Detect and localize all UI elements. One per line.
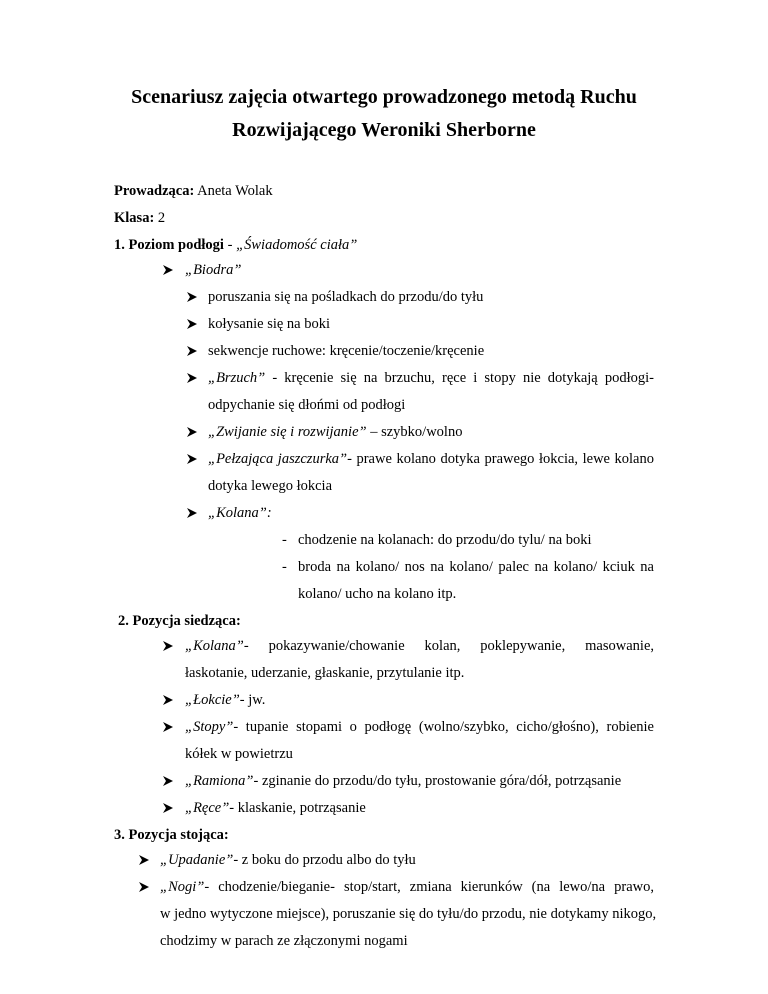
lokcie-label: „Łokcie” (185, 692, 240, 708)
kolana-label: „Kolana”: (208, 505, 272, 521)
list-item-rece (185, 798, 366, 818)
section1-heading-italic: „Świadomość ciała” (236, 237, 358, 253)
kolana-text: - pokazywanie/chowanie kolan, poklepywanie, masowanie, (243, 638, 654, 654)
list-item-continuation: chodzimy w parach ze złączonymi nogami (160, 933, 408, 949)
list-item: poruszania się na pośladkach do przodu/do tyłu (208, 289, 484, 305)
dash-bullet: - (282, 532, 287, 548)
teacher-value: Aneta Wolak (194, 183, 273, 199)
list-item-continuation: dotyka lewego łokcia (208, 478, 333, 494)
arrow-bullet-icon (162, 775, 174, 787)
brzuch-label: „Brzuch” (208, 370, 266, 386)
list-item: sekwencje ruchowe: kręcenie/toczenie/kręcenie (208, 343, 485, 359)
arrow-bullet-icon (138, 881, 150, 893)
arrow-bullet-icon (162, 721, 174, 733)
list-item: broda na kolano/ nos na kolano/ palec na kolano/ kciuk na (298, 559, 654, 575)
list-item-upadanie (160, 850, 416, 870)
nogi-label: „Nogi” (160, 879, 205, 895)
lokcie-text: - jw. (239, 692, 266, 708)
rece-text: - klaskanie, potrząsanie (229, 800, 366, 816)
section1-heading-sep: - (223, 237, 237, 253)
arrow-bullet-icon (186, 426, 198, 438)
zwijanie-label: „Zwijanie się i rozwijanie” (208, 424, 367, 440)
jaszczurka-text: - prawe kolano dotyka prawego łokcia, lewe kolano (347, 451, 654, 467)
rece-label: „Ręce” (185, 800, 230, 816)
list-item: kołysanie się na boki (208, 316, 331, 332)
stopy-label: „Stopy” (185, 719, 234, 735)
brzuch-text: - kręcenie się na brzuchu, ręce i stopy nie dotykają podłogi- (265, 370, 654, 386)
upadanie-label: „Upadanie” (160, 852, 234, 868)
arrow-bullet-icon (162, 640, 174, 652)
arrow-bullet-icon (186, 453, 198, 465)
arrow-bullet-icon (186, 291, 198, 303)
list-item-continuation: kolano/ ucho na kolano itp. (298, 586, 457, 602)
arrow-bullet-icon (138, 854, 150, 866)
section1-heading-text: 1. Poziom podłogi (114, 237, 224, 253)
zwijanie-text: – szybko/wolno (366, 424, 463, 440)
class-value: 2 (154, 210, 166, 226)
list-item-continuation: w jedno wytyczone miejsce), poruszanie się do tyłu/do przodu, nie dotykamy nikogo, (160, 906, 657, 922)
arrow-bullet-icon (162, 694, 174, 706)
teacher-line (114, 181, 273, 201)
nogi-text: - chodzenie/bieganie- stop/start, zmiana kierunków (na lewo/na prawo, (204, 879, 654, 895)
list-item-nogi (160, 877, 654, 897)
ramiona-label: „Ramiona” (185, 773, 254, 789)
list-item-stopy (185, 717, 654, 737)
document-title-line2: Rozwijającego Weroniki Sherborne (232, 119, 536, 141)
arrow-bullet-icon (186, 372, 198, 384)
section1-heading (114, 235, 357, 255)
arrow-bullet-icon (162, 264, 174, 276)
section2-heading: 2. Pozycja siedząca: (118, 613, 241, 629)
arrow-bullet-icon (186, 318, 198, 330)
list-item-continuation: kółek w powietrzu (185, 746, 293, 762)
document-title-line1: Scenariusz zajęcia otwartego prowadzonego metodą Ruchu (131, 86, 637, 108)
ramiona-text: - zginanie do przodu/do tyłu, prostowanie góra/dół, potrząsanie (253, 773, 622, 789)
list-item-zwijanie (208, 422, 462, 442)
dash-bullet: - (282, 559, 287, 575)
list-item-lokcie (185, 690, 265, 710)
list-item-continuation: łaskotanie, uderzanie, głaskanie, przytulanie itp. (185, 665, 465, 681)
kolana-label: „Kolana” (185, 638, 244, 654)
stopy-text: - tupanie stopami o podłogę (wolno/szybko, cicho/głośno), robienie (233, 719, 654, 735)
upadanie-text: - z boku do przodu albo do tyłu (233, 852, 416, 868)
biodra-label: „Biodra” (185, 262, 242, 278)
arrow-bullet-icon (186, 507, 198, 519)
list-item: chodzenie na kolanach: do przodu/do tylu/ na boki (298, 532, 592, 548)
list-item-brzuch (208, 368, 654, 388)
section3-heading: 3. Pozycja stojąca: (114, 827, 229, 843)
list-item-jaszczurka (208, 449, 654, 469)
arrow-bullet-icon (186, 345, 198, 357)
list-item-ramiona (185, 771, 621, 791)
list-item-continuation: odpychanie się dłońmi od podłogi (208, 397, 406, 413)
teacher-label: Prowadząca: (114, 183, 195, 199)
class-label: Klasa: (114, 210, 155, 226)
arrow-bullet-icon (162, 802, 174, 814)
jaszczurka-label: „Pełzająca jaszczurka” (208, 451, 348, 467)
list-item-kolana (185, 636, 654, 656)
class-line (114, 208, 165, 228)
